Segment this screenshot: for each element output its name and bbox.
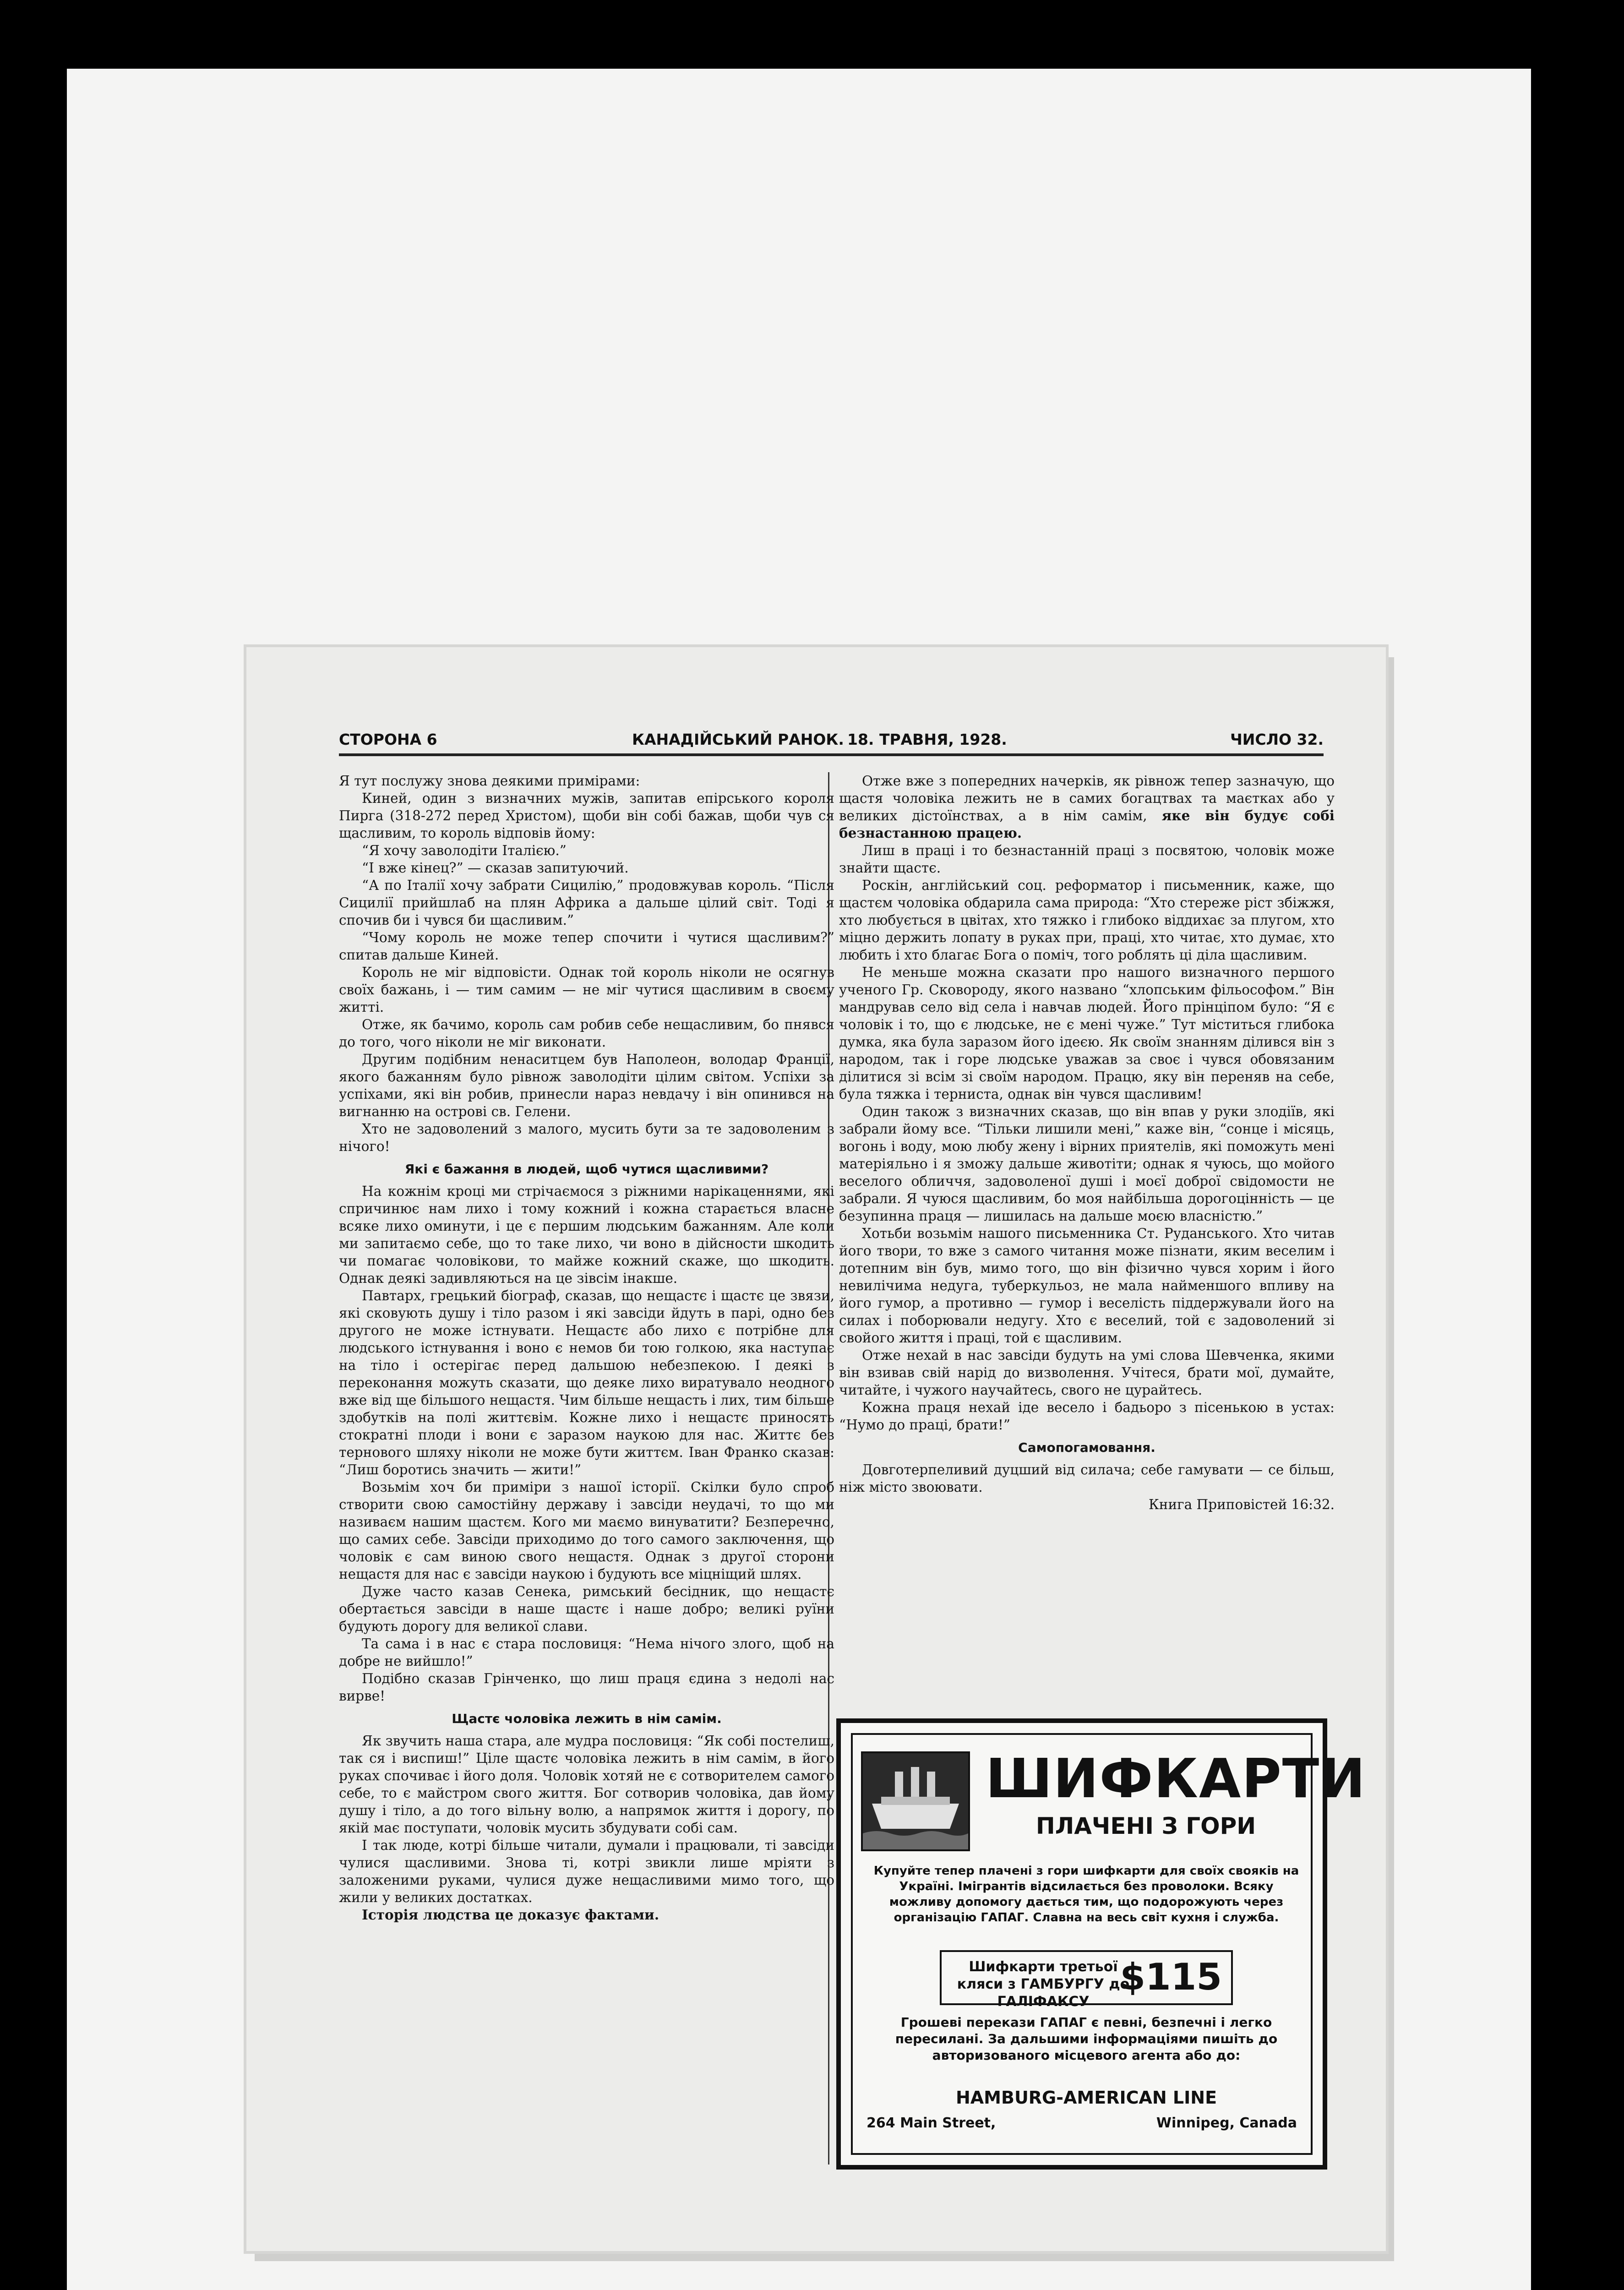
article-paragraph: Роскін, англійський соц. реформатор і письменник, каже, що щастєм чоловіка обдарила сама природа: “Хто стереже ріст збіжжя, хто любується в цвітах, хто тяжко і глибоко віддихає за плугом, хто міцно держить лопату в руках при, праці, хто читає, хто думає, хто любить і хто благає Бога о поміч, того роблять ці діла щасливим. xyxy=(839,878,1335,963)
section-heading: Самопогамовання. xyxy=(1018,1440,1155,1455)
price-box xyxy=(940,1950,1233,2010)
ad-city: Winnipeg, Canada xyxy=(1156,2115,1297,2131)
issue-number: ЧИСЛО 32. xyxy=(1230,731,1324,748)
ad-address: 264 Main Street, xyxy=(866,2115,996,2131)
article-paragraph: Подібно сказав Грінченко, що лиш праця єдина з недолі нас вирве! xyxy=(339,1671,834,1704)
article-paragraph: Хто не задоволений з малого, мусить бути за те задоволеним з нічого! xyxy=(339,1121,834,1154)
ad-company-name: HAMBURG-AMERICAN LINE xyxy=(955,2088,1217,2108)
article-paragraph: Та сама і в нас є стара пословиця: “Нема нічого злого, щоб на добре не вийшло!” xyxy=(339,1636,834,1669)
article-paragraph: “Чому король не може тепер спочити і чутися щасливим?” спитав дальше Киней. xyxy=(339,930,834,963)
article-paragraph: Павтарх, грецький біограф, сказав, що нещастє і щастє це звязи, які сковують душу і тіло разом і які завсіди йдуть в парі, одно без другого не може істнувати. Нещастє або лихо є потрібне для людського істнування і воно є немов би тою голкою, яка наступає на тіло і остерігає перед дальшою небезпекою. І деякі з переконання можуть сказати, що деяке лихо виратувало неодного вже від ще більшого нещастя. Чим більше нещасть і лих, тим більше здобутків на полі життєвім. Кожне лихо і нещастє приносять стократні плоди і вони є заразом наукою для нас. Життє без тернового шляху ніколи не може бути життєм. Іван Франко сказав: “Лиш боротись значить — жити!” xyxy=(339,1288,834,1478)
page-header xyxy=(339,730,1324,756)
quote-citation: Книга Приповістей 16:32. xyxy=(1148,1497,1335,1512)
article-paragraph: Король не міг відповісти. Однак той король ніколи не осягнув своїх бажань, і — тим самим — не міг чутися щасливим в своєму житті. xyxy=(339,965,834,1015)
article-paragraph: Дуже часто казав Сенека, римський бесідник, що нещастє обертається завсіди в наше щастє і наше добро; великі руїни будують дорогу для великої слави. xyxy=(339,1584,834,1634)
shipping-advertisement xyxy=(836,1718,1367,2170)
article-paragraph: “І вже кінец?” — сказав запитуючий. xyxy=(362,860,629,876)
article-paragraph: Отже нехай в нас завсіди будуть на умі слова Шевченка, якими він взивав свій нарід до визволення. Учітеся, брати мої, думайте, читайте, і чужого научайтесь, свого не цурайтесь. xyxy=(839,1347,1335,1398)
article-paragraph: Лиш в праці і то безнастанній праці з посвятою, чоловік може знайти щастє. xyxy=(839,843,1335,876)
article-paragraph: Не меньше можна сказати про нашого визначного першого ученого Гр. Сковороду, якого названо “хлопським фільософом.” Він мандрував село від села і навчав людей. Його прінціпом було: “Я є чоловік і то, що є людське, не є мені чуже.” Тут міститься глибока думка, яка була заразом його ідеєю. Як своїм знанням ділився він з народом, так і горе людське уважав за своє і чувся обовязаним ділитися зі всім зі своїм народом. Працю, яку він переняв на себе, була тяжка і терниста, однак він чувся щасливим! xyxy=(839,965,1335,1102)
section-heading: Щастє чоловіка лежить в нім самім. xyxy=(452,1711,722,1726)
article-paragraph: “Я хочу заволодіти Італією.” xyxy=(362,843,567,858)
article-paragraph: Отже, як бачимо, король сам робив себе нещасливим, бо пнявся до того, чого ніколи не міг виконати. xyxy=(339,1017,834,1050)
emphasized-text: яке він будує собі безнастанною працею. xyxy=(839,807,1335,841)
issue-date: 18. ТРАВНЯ, 1928. xyxy=(847,731,1007,748)
article-paragraph: На кожнім кроці ми стрічаємося з ріжними нарікаценнями, які спричинює нам лихо і тому кожний і кожна старається власне всяке лихо оминути, і це є першим людським бажанням. Але коли ми запитаємо себе, що то таке лихо, чи воно в дійсности шкодить чи помагає чоловікови, то майже кожний скаже, що шкодить. Однак деякі задивляються на це зівсім інакше. xyxy=(339,1183,834,1286)
ad-inner-border xyxy=(851,1733,1367,2155)
paragraph-text: Отже вже з попередних начерків, як рівнож тепер зазначую, що щастя чоловіка лежить не в самих богацтвах та маєтках або у великих дістоїнствах, а в нім самім, xyxy=(839,773,1335,823)
right-column xyxy=(839,772,1335,1513)
newspaper-title: КАНАДІЙСЬКИЙ РАНОК. xyxy=(632,731,844,748)
steamship-icon xyxy=(861,1751,970,1851)
ad-transfers-text: Грошеві перекази ГАПАГ є певні, безпечні і легко пересилані. За дальшими інформаціями пишіть до авторизованого місцевого агента або до: xyxy=(895,2015,1278,2063)
article-paragraph: Хотьби возьмім нашого письменника Ст. Руданського. Хто читав його твори, то вже з самого читання може пізнати, яким веселим і дотепним він був, мимо того, що він фізично чувся хорим і його невилічима недуга, туберкульоз, не мала найменшого впливу на його гумор, а противно — гумор і веселість піддержували його на силах і поборювали недугу. Хто є веселий, той є задоволений зі свойого життя і праці, той є щасливим. xyxy=(839,1226,1335,1346)
section-heading: Які є бажання в людей, щоб чутися щасливими? xyxy=(404,1161,769,1177)
article-paragraph: Я тут послужу знова деякими примірами: xyxy=(339,773,640,789)
ticket-price: $115 xyxy=(1120,1956,1222,1998)
article-paragraph: Возьмім хоч би приміри з нашої історії. Скілки було спроб створити свою самостійну державу і завсіди неудачі, то що ми називаєм нашим щастєм. Кого ми маємо винуватити? Безперечно, що самих себе. Завсіди приходимо до того самого заключення, що чоловік є сам виною свого нещастя. Однак з другої сторони нещастя для нас є завсіди наукою і будують все міцніщий шлях. xyxy=(339,1479,834,1582)
article-paragraph: Киней, один з визначних мужів, запитав епірського короля Пирга (318-272 перед Христом), щоби він собі бажав, щоби чув ся щасливим, то король відповів йому: xyxy=(339,791,834,841)
proverb-quote: Довготерпеливий дуцший від силача; себе гамувати — се більш, ніж місто звоювати. xyxy=(839,1462,1335,1495)
article-paragraph: Кожна праця нехай іде весело і бадьоро з пісенькою в устах: “Нумо до праці, брати!” xyxy=(839,1400,1335,1433)
article-paragraph: Другим подібним ненаситцем був Наполеон, володар Франції, якого бажанням було рівнож заволодіти цілим світом. Успіхи за успіхами, які він робив, принесли нараз невдачу і він опинився на вигнанню на острові св. Гелени. xyxy=(339,1052,834,1119)
ad-body: Купуйте тепер плачені з гори шифкарти для своїх свояків на Україні. Імігрантів відсилається без проволоки. Всяку можливу допомогу дається тим, що подорожують через організацію ГАПАГ. Славна на весь світ кухня і служба. xyxy=(873,1864,1299,1925)
ad-subtitle: ПЛАЧЕНІ З ГОРИ xyxy=(1035,1813,1256,1839)
article-paragraph: І так люде, котрі більше читали, думали і працювали, ті завсіди чулися щасливими. Знова ті, котрі звикли лише мріяти з заложеними руками, чулися дуже нещасливими мимо того, що жили у великих достатках. xyxy=(339,1837,834,1905)
article-paragraph: Як звучить наша стара, але мудра пословиця: “Як собі постелиш, так ся і виспиш!” Ціле щастє чоловіка лежить в нім самім, в його руках спочиває і його доля. Чоловік хотяй не є сотворителем самого себе, то є майстром свого життя. Бог сотворив чоловіка, дав йому душу і тіло, а до того вільну волю, а напрямок життя і дорогу, по якій має поступати, чоловік мусить збудувати собі сам. xyxy=(339,1733,834,1836)
article-paragraph xyxy=(839,772,1335,842)
price-description: Шифкарти третьої кляси з ГАМБУРГУ до ГАЛІФАКСУ xyxy=(957,1959,1130,2010)
article-paragraph: Один також з визначних сказав, що він впав у руки злодіїв, які забрали йому все. “Тільки лишили мені,” каже він, “сонце і місяць, вогонь і воду, мою любу жену і вірних приятелів, які поможуть мені матеріяльно і я зможу дальше животіти; однак я чуюсь, що мойого веселого обличчя, задоволеної душі і моєї доброї свідомости не забрали. Я чуюся щасливим, бо моя найбільша дорогоцінність — це безупинна праця — лишилась на дальше моєю власністю.” xyxy=(839,1104,1335,1224)
article-closing: Історія людства це доказує фактами. xyxy=(362,1907,659,1923)
article-paragraph: “А по Італії хочу забрати Сицилію,” продовжував король. “Після Сицилії прийшлаб на плян Африка а дальше цілий світ. Тоді я спочив би і чувся би щасливим.” xyxy=(339,878,834,928)
page-number: СТОРОНА 6 xyxy=(339,731,437,748)
ad-title: ШИФКАРТИ xyxy=(986,1747,1367,1810)
left-column xyxy=(339,772,834,1924)
